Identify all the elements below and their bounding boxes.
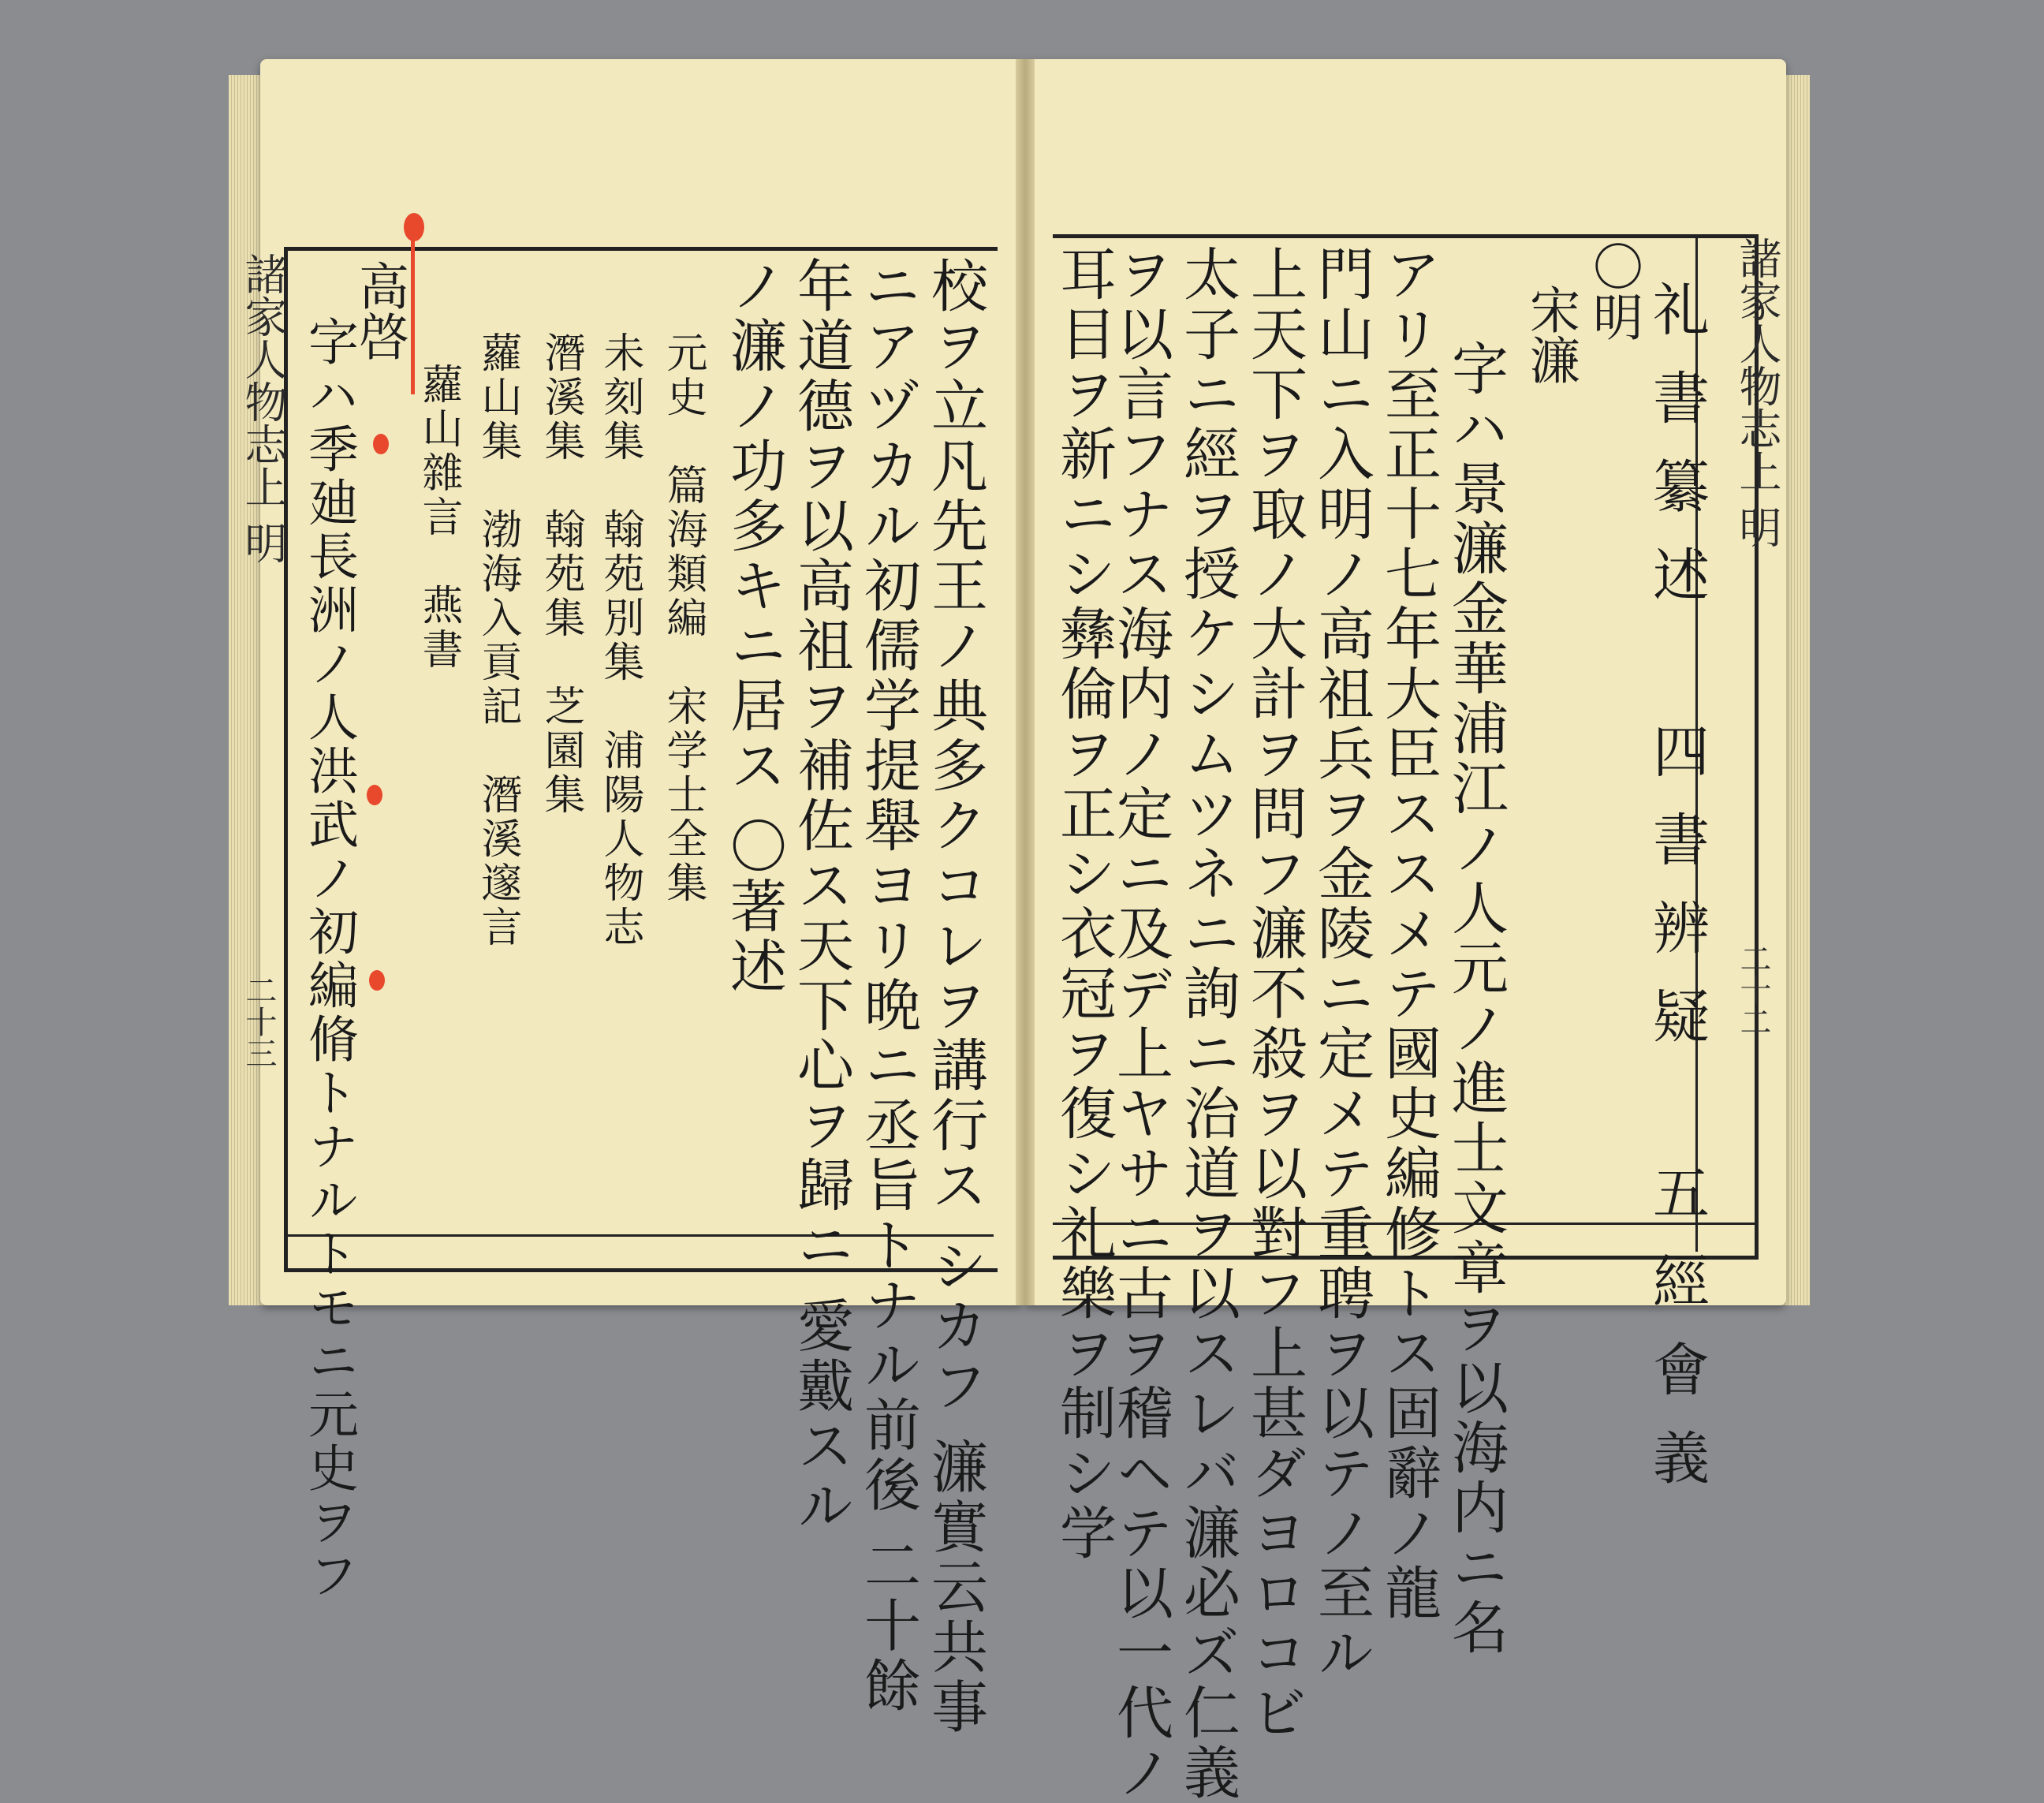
right-column-3: 門山ニ入明ノ高祖兵ヲ金陵ニ定メテ重聘ヲ以テノ至ル	[1308, 245, 1374, 1683]
red-annotation-mark	[373, 434, 389, 454]
red-annotation-mark	[369, 970, 385, 991]
left-works-row-2: 未刻集 翰苑別集 浦陽人物志	[596, 331, 643, 950]
left-column-3: 年道德ヲ以高祖ヲ補佐ス天下心ヲ歸ニ 愛戴スル	[788, 256, 854, 1536]
right-folio: 二十二	[1735, 943, 1771, 1037]
right-works-heading: 礼書纂述 四書辨疑 五經會義	[1643, 280, 1710, 1517]
red-annotation-line	[411, 237, 415, 394]
left-works-row-1: 元史 篇海類編 宋学士全集	[659, 331, 707, 905]
era-heading-ming: 〇明	[1584, 241, 1643, 342]
right-column-2: アリ至正十七年大臣ススメテ國史編修トス固辭ノ龍	[1375, 245, 1442, 1623]
book-gutter	[1016, 59, 1035, 1305]
left-works-row-3: 潛溪集 翰苑集 芝園集	[537, 331, 584, 817]
entry-name-gao-qi: 高啓	[350, 260, 408, 361]
left-column-1: 校ヲ立凡先王ノ典多クコレヲ講行ス シカフ 濂實云共事	[922, 256, 988, 1738]
red-annotation-mark	[367, 785, 382, 805]
left-works-row-4: 蘿山集 渤海入貢記 潛溪邃言	[474, 331, 521, 950]
open-book	[229, 51, 1830, 1803]
left-folio: 二十三	[241, 974, 277, 1069]
right-column-7: 耳目ヲ新ニシ彝倫ヲ正シ衣冠ヲ復シ礼樂ヲ制シ学	[1050, 245, 1117, 1563]
left-column-4: ノ濂ノ功多キニ居ス 〇著述	[721, 256, 787, 997]
left-column-gao-qi: 字ハ季廸長洲ノ人洪武ノ初編脩トナルトモニ元史ヲフ	[300, 315, 358, 1603]
entry-name-song-lian: 宋濂	[1521, 284, 1580, 385]
left-works-row-5: 蘿山雜言 燕書	[415, 363, 462, 672]
right-column-1: 字ハ景濂金華浦江ノ人元ノ進士文章ヲ以海内ニ名	[1442, 339, 1509, 1658]
left-column-2: ニアヅカル初儒学提舉ヨリ晩ニ丞旨トナル前後 二十餘	[855, 256, 921, 1716]
right-edge-title: 諸家人物志上 明	[1733, 237, 1782, 549]
right-column-6: ヲ以言フナス海内ノ定ニ及デ上ヤサニ古ヲ稽ヘテ以一代ノ	[1107, 245, 1173, 1803]
right-column-5: 太子ニ經ヲ授ケシムツネニ詢ニ治道ヲ以スレバ濂必ズ仁義	[1174, 245, 1240, 1803]
right-column-4: 上天下ヲ取ノ大計ヲ問フ濂不殺ヲ以對フ上甚ダヨロコビ	[1241, 245, 1307, 1743]
left-edge-title: 諸家人物志上 明	[238, 252, 288, 565]
